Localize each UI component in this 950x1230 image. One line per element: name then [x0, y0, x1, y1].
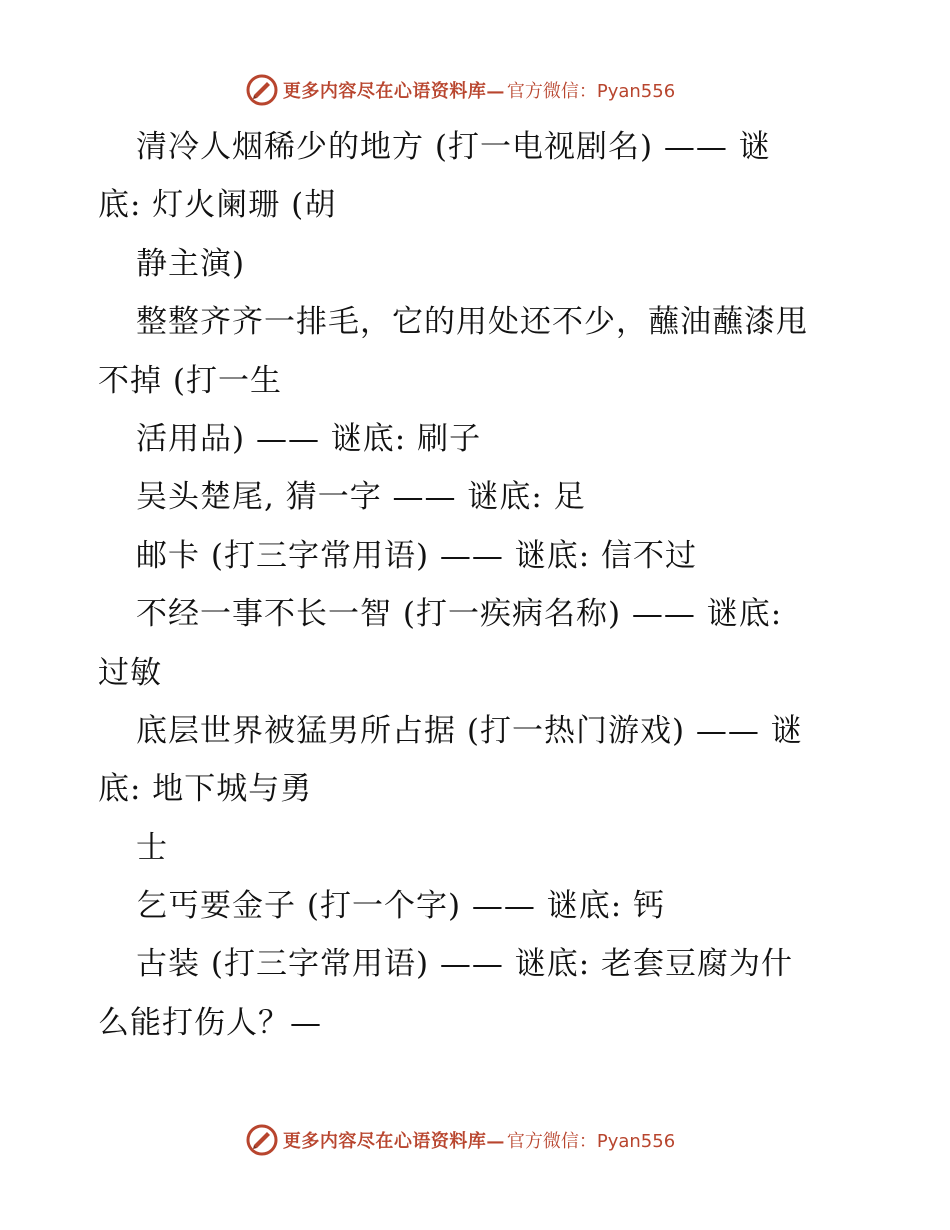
- text-line: 不经一事不长一智 (打一疾病名称) —— 谜底:: [136, 596, 783, 633]
- riddle-text-body: [98, 118, 858, 1052]
- text-line: 吴头楚尾, 猜一字 —— 谜底: 足: [136, 479, 586, 516]
- text-line: 静主演): [136, 245, 246, 282]
- wechat-id: 官方微信：Pyan556: [506, 1131, 676, 1152]
- quill-logo-icon: [245, 1123, 279, 1157]
- page-header-banner: [0, 70, 950, 110]
- text-line: 邮卡 (打三字常用语) —— 谜底: 信不过: [136, 537, 698, 574]
- text-line: 清冷人烟稀少的地方 (打一电视剧名) —— 谜: [136, 129, 771, 165]
- page-footer-banner: [0, 1120, 950, 1160]
- text-line: 不掉 (打一生: [98, 362, 282, 399]
- quill-logo-icon: [245, 73, 279, 107]
- text-line: 么能打伤人？—: [98, 1004, 322, 1041]
- text-line: 过敏: [98, 654, 162, 691]
- text-line: 底: 灯火阑珊 (胡: [98, 187, 337, 224]
- text-line: 底层世界被猛男所占据 (打一热门游戏) —— 谜: [136, 712, 803, 749]
- wechat-id: 官方微信：Pyan556: [506, 81, 676, 102]
- text-line: 士: [136, 829, 168, 866]
- text-line: 古装 (打三字常用语) —— 谜底: 老套豆腐为什: [136, 946, 794, 983]
- text-line: 乞丐要金子 (打一个字) —— 谜底: 钙: [136, 888, 666, 925]
- text-line: 整整齐齐一排毛，它的用处还不少，蘸油蘸漆甩: [136, 304, 808, 341]
- text-line: 底: 地下城与勇: [98, 771, 313, 808]
- banner-text: 更多内容尽在心语资料库—: [282, 81, 505, 102]
- text-line: 活用品) —— 谜底: 刷子: [136, 420, 482, 457]
- banner-text: 更多内容尽在心语资料库—: [282, 1131, 505, 1152]
